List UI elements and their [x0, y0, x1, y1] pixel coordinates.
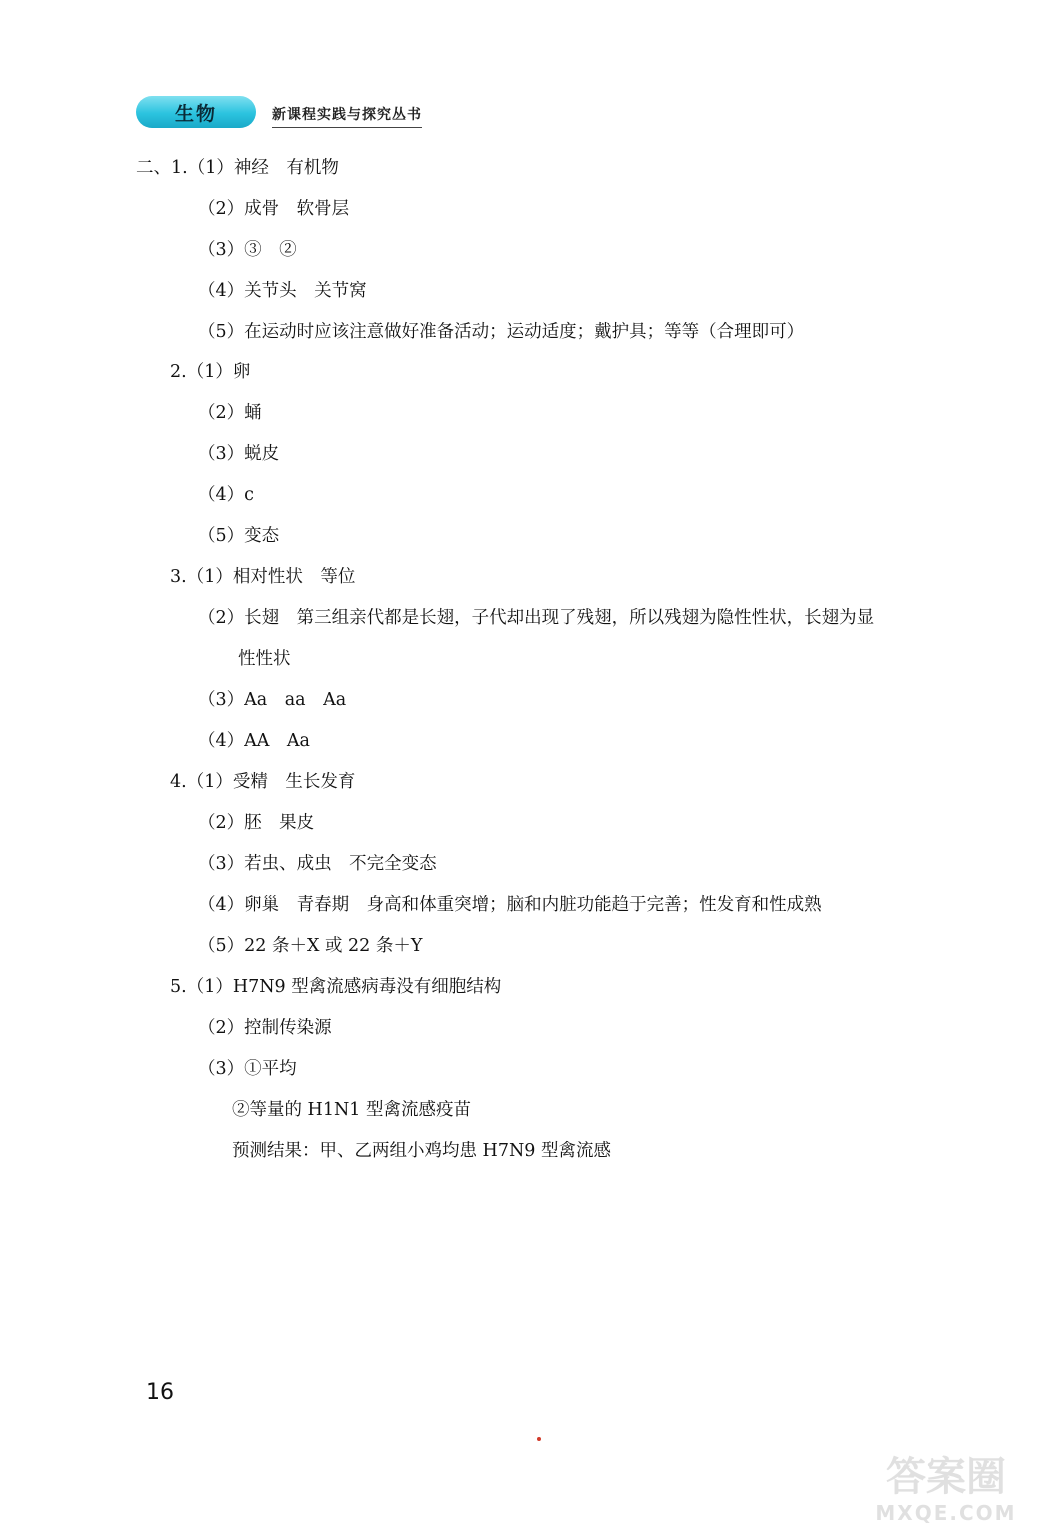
answer-line: （5）22 条＋X 或 22 条＋Y [198, 936, 423, 956]
answer-line: 5.（1）H7N9 型禽流感病毒没有细胞结构 [170, 977, 502, 997]
answer-line: （4）卵巢 青春期 身高和体重突增；脑和内脏功能趋于完善；性发育和性成熟 [198, 895, 822, 915]
answer-line: （2）蛹 [198, 403, 262, 423]
answer-line: （2）胚 果皮 [198, 813, 315, 833]
watermark-logo [854, 1438, 1034, 1528]
answer-line: 4.（1）受精 生长发育 [170, 772, 356, 792]
answer-line: 性性状 [238, 649, 291, 669]
answer-line: 2.（1）卵 [170, 362, 251, 382]
answer-line: （5）在运动时应该注意做好准备活动；运动适度；戴护具；等等（合理即可） [198, 322, 805, 342]
subject-badge: 生物 [136, 96, 256, 128]
answer-line: 3.（1）相对性状 等位 [170, 567, 356, 587]
answer-line: （3）③ ② [198, 240, 297, 260]
series-title: 新课程实践与探究丛书 [272, 104, 422, 128]
answer-line: （3）①平均 [198, 1059, 297, 1079]
watermark-main-text: 答案圈 [886, 1454, 1006, 1500]
answer-line: 二、1.（1）神经 有机物 [136, 158, 339, 178]
answer-line: （4）关节头 关节窝 [198, 281, 367, 301]
ink-dot [537, 1437, 541, 1441]
answer-line: （4）c [198, 485, 254, 505]
answer-line: （4）AA Aa [198, 731, 310, 751]
watermark-sub-text: MXQE.COM [875, 1501, 1017, 1525]
answer-line: （3）蜕皮 [198, 444, 280, 464]
answer-line: （2）长翅 第三组亲代都是长翅，子代却出现了残翅，所以残翅为隐性性状，长翅为显 [198, 608, 875, 628]
answer-line: ②等量的 H1N1 型禽流感疫苗 [232, 1100, 471, 1120]
answer-line: （2）成骨 软骨层 [198, 199, 350, 219]
answer-line: （3）若虫、成虫 不完全变态 [198, 854, 437, 874]
page-header [136, 92, 422, 128]
page-number: 16 [146, 1380, 174, 1405]
answer-line: （3）Aa aa Aa [198, 690, 347, 710]
answer-line: （2）控制传染源 [198, 1018, 332, 1038]
answer-line: （5）变态 [198, 526, 280, 546]
answer-line: 预测结果：甲、乙两组小鸡均患 H7N9 型禽流感 [232, 1141, 611, 1161]
